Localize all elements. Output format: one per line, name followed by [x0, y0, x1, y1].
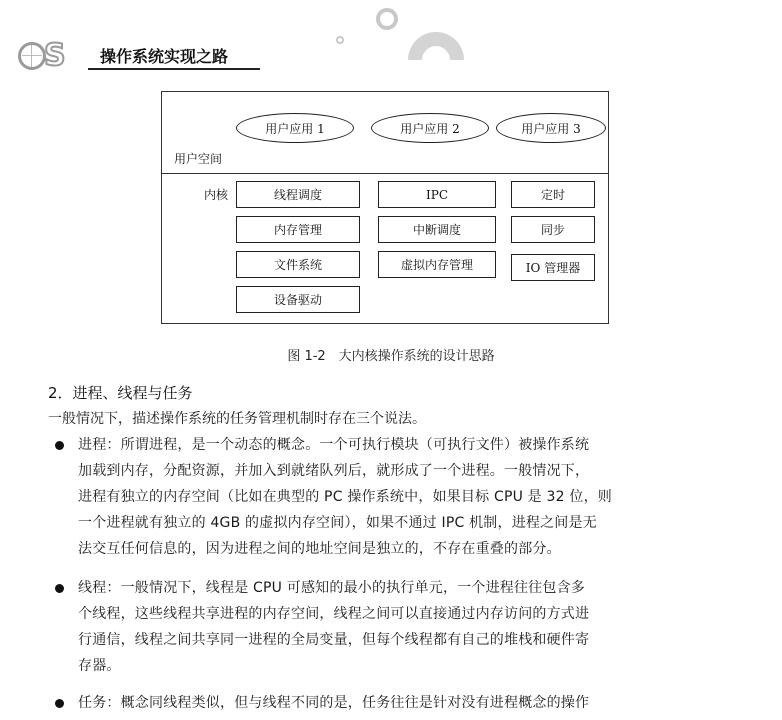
bullet-icon	[55, 441, 64, 450]
module-sync: 同步	[511, 216, 595, 243]
module-interrupt-scheduling: 中断调度	[378, 216, 496, 243]
module-io-manager: IO 管理器	[511, 254, 595, 281]
kernel-divider	[161, 173, 609, 174]
figure-caption: 图 1-2 大内核操作系统的设计思路	[287, 349, 495, 364]
decor-halfcircle-icon	[408, 32, 464, 88]
bullet-1-line-1: 进程：所谓进程，是一个动态的概念。一个可执行模块（可执行文件）被操作系统	[78, 437, 590, 453]
bullet-icon	[55, 699, 64, 708]
bullet-1-line-3: 进程有独立的内存空间（比如在典型的 PC 操作系统中，如果目标 CPU 是 32 位，则	[78, 489, 612, 505]
bullet-2-line-1: 线程：一般情况下，线程是 CPU 可感知的最小的执行单元，一个进程往往包含多	[78, 580, 585, 596]
module-timer: 定时	[511, 181, 595, 208]
module-ipc: IPC	[378, 181, 496, 208]
bullet-2-line-3: 行通信，线程之间共享同一进程的全局变量，但每个线程都有自己的堆栈和硬件寄	[78, 632, 590, 648]
bullet-icon	[55, 584, 64, 593]
bullet-2-line-2: 个线程，这些线程共享进程的内存空间，线程之间可以直接通过内存访问的方式进	[78, 606, 590, 622]
bullet-1-line-2: 加载到内存，分配资源，并加入到就绪队列后，就形成了一个进程。一般情况下，	[78, 463, 590, 479]
user-app-2: 用户应用 2	[371, 113, 489, 143]
intro-paragraph: 一般情况下，描述操作系统的任务管理机制时存在三个说法。	[48, 411, 426, 427]
decor-circle-icon	[376, 8, 398, 30]
bullet-1-line-5: 法交互任何信息的，因为进程之间的地址空间是独立的，不存在重叠的部分。	[78, 541, 561, 557]
bullet-2-line-4: 存器。	[78, 658, 121, 674]
kernel-label: 内核	[204, 188, 229, 202]
module-file-system: 文件系统	[236, 251, 360, 278]
module-memory-management: 内存管理	[236, 216, 360, 243]
book-title: 操作系统实现之路	[100, 47, 229, 66]
bullet-1-line-4: 一个进程就有独立的 4GB 的虚拟内存空间），如果不通过 IPC 机制，进程之间是无	[78, 515, 597, 531]
module-thread-scheduling: 线程调度	[236, 181, 360, 208]
user-app-1: 用户应用 1	[236, 113, 354, 143]
user-app-3: 用户应用 3	[496, 113, 606, 143]
logo-s-letter: S	[44, 38, 66, 73]
decor-dot-icon	[336, 36, 344, 44]
title-underline	[88, 68, 260, 70]
globe-icon	[18, 42, 46, 70]
bullet-3-line-1: 任务：概念同线程类似，但与线程不同的是，任务往往是针对没有进程概念的操作	[78, 695, 590, 711]
module-virtual-memory: 虚拟内存管理	[378, 251, 496, 278]
module-device-driver: 设备驱动	[236, 286, 360, 313]
user-space-label: 用户空间	[174, 152, 223, 166]
section-heading: 2．进程、线程与任务	[48, 384, 193, 402]
